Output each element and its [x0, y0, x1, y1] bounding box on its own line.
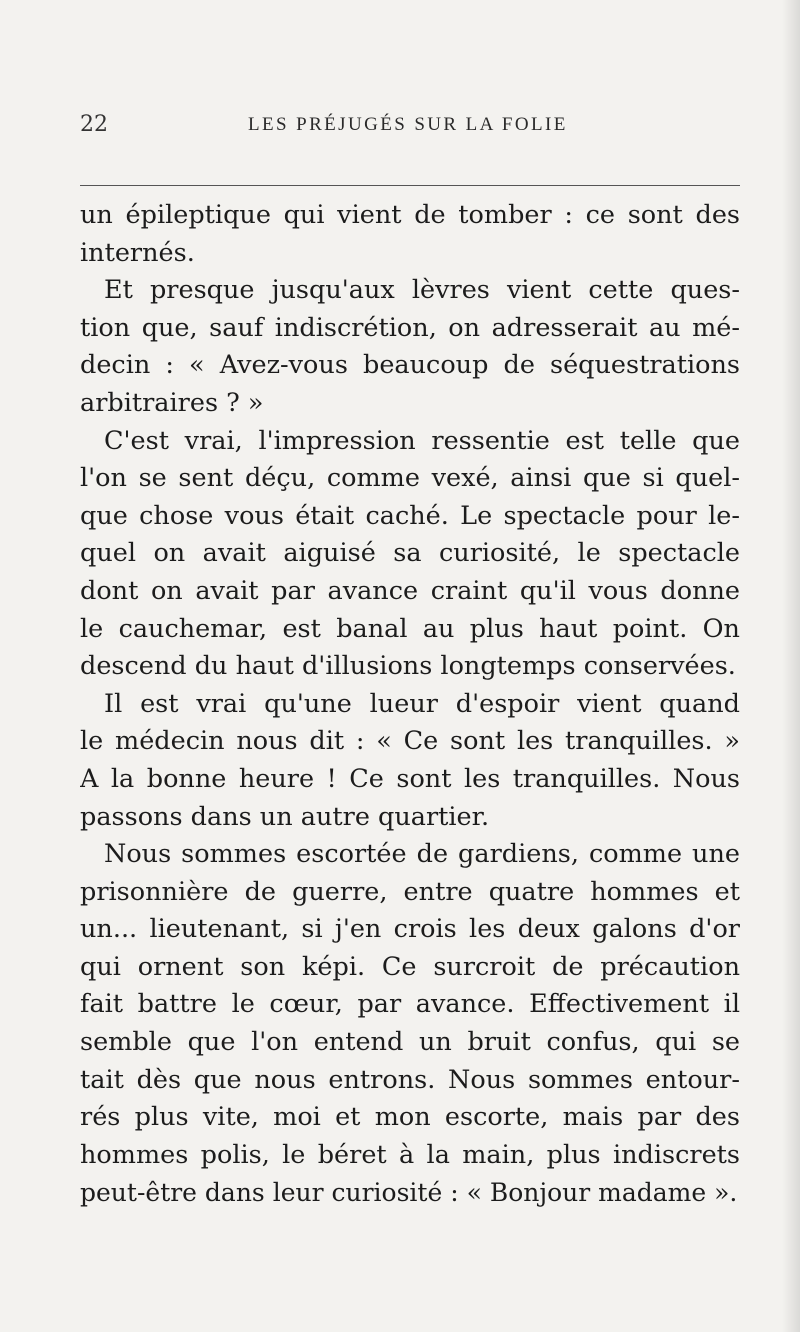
text-line: quel on avait aiguisé sa curiosité, le spectacle — [80, 538, 740, 569]
text-line: rés plus vite, moi et mon escorte, mais par des — [80, 1102, 740, 1133]
text-line: Nous sommes escortée de gardiens, comme une — [104, 839, 740, 870]
text-line: semble que l'on entend un bruit confus, qui se — [80, 1027, 740, 1058]
text-line: Il est vrai qu'une lueur d'espoir vient quand — [104, 688, 740, 719]
text-line: l'on se sent déçu, comme vexé, ainsi que si quel- — [80, 463, 740, 494]
header-rule — [80, 185, 740, 186]
text-line: C'est vrai, l'impression ressentie est telle que — [104, 425, 740, 456]
text-line: internés. — [80, 237, 195, 268]
running-title: LES PRÉJUGÉS SUR LA FOLIE — [248, 114, 568, 135]
text-line: passons dans un autre quartier. — [80, 801, 490, 832]
text-line: decin : « Avez-vous beaucoup de séquestrations — [80, 350, 740, 381]
page-number: 22 — [80, 112, 108, 137]
body-text — [80, 197, 740, 1212]
text-line: hommes polis, le béret à la main, plus indiscrets — [80, 1139, 740, 1170]
text-line: descend du haut d'illusions longtemps conservées. — [80, 651, 736, 682]
text-line: prisonnière de guerre, entre quatre hommes et — [80, 876, 740, 907]
text-line: peut-être dans leur curiosité : « Bonjour madame ». — [80, 1178, 738, 1208]
text-line: qui ornent son képi. Ce surcroit de précaution — [80, 951, 740, 982]
text-line: fait battre le cœur, par avance. Effectivement il — [80, 989, 740, 1020]
text-line: le cauchemar, est banal au plus haut point. On — [80, 613, 740, 644]
text-line: dont on avait par avance craint qu'il vous donne — [80, 575, 740, 606]
page-header — [0, 112, 800, 144]
text-line: que chose vous était caché. Le spectacle pour le- — [80, 500, 740, 531]
text-line: arbitraires ? » — [80, 387, 264, 418]
text-line: un épileptique qui vient de tomber : ce sont des — [80, 200, 740, 230]
text-line: le médecin nous dit : « Ce sont les tranquilles. » — [80, 726, 740, 757]
text-line: un... lieutenant, si j'en crois les deux galons d'or — [80, 914, 740, 945]
text-line: tait dès que nous entrons. Nous sommes entour- — [80, 1064, 740, 1095]
text-line: tion que, sauf indiscrétion, on adresserait au mé- — [80, 312, 740, 343]
text-line: A la bonne heure ! Ce sont les tranquilles. Nous — [80, 763, 740, 794]
page-edge-shadow — [782, 0, 800, 1332]
text-line: Et presque jusqu'aux lèvres vient cette ques- — [104, 275, 740, 306]
